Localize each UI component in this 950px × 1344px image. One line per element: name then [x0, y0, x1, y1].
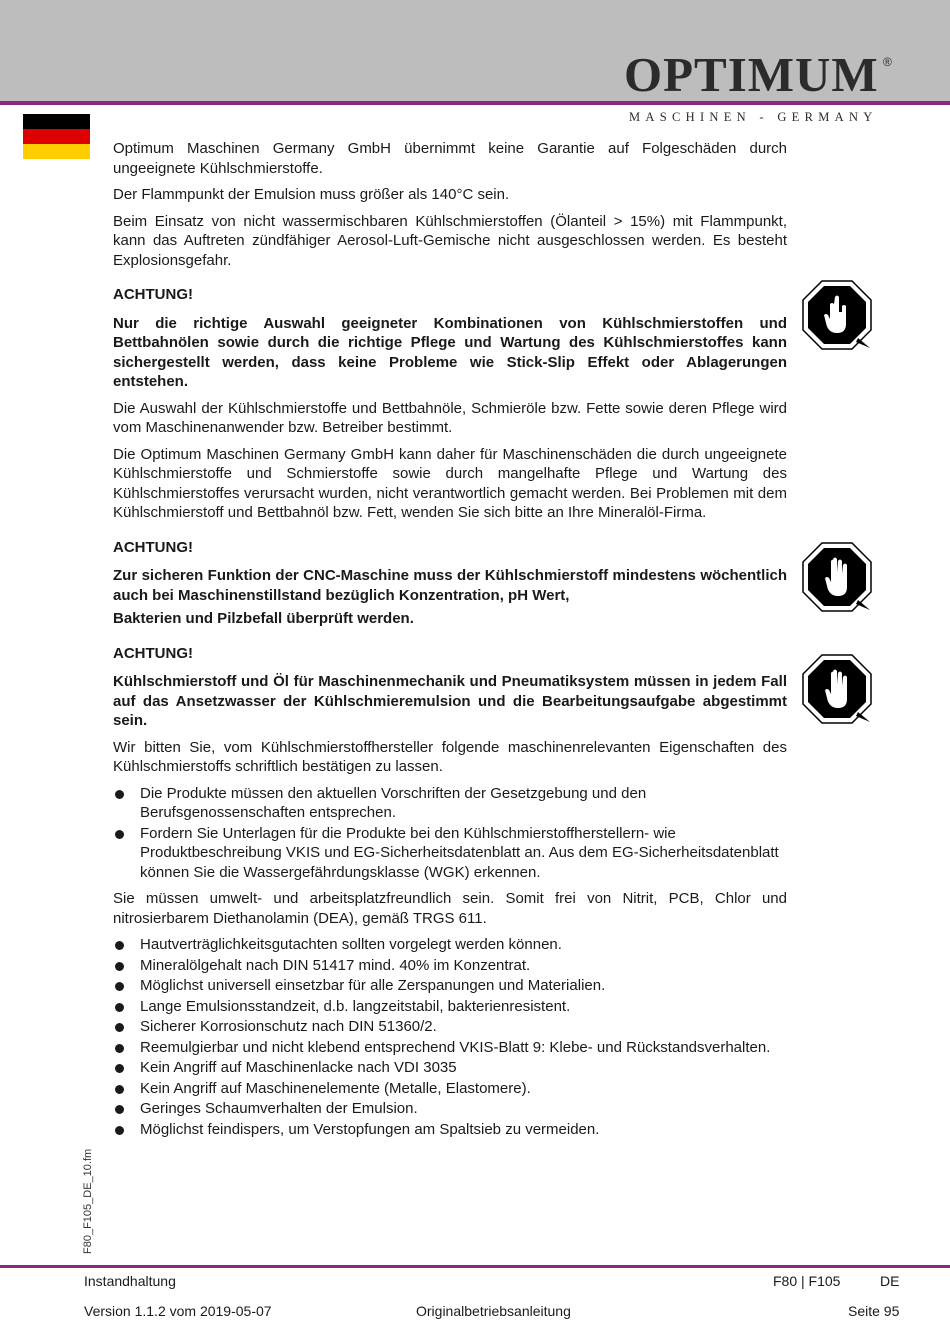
bullet-icon: [115, 1023, 124, 1032]
page-number: Seite 95: [848, 1303, 900, 1319]
bullet-icon: [115, 1105, 124, 1114]
list-item-text: Sicherer Korrosionschutz nach DIN 51360/2.: [140, 1018, 437, 1035]
footer-version: Version 1.1.2 vom 2019-05-07: [84, 1303, 272, 1319]
list-item: [113, 1058, 787, 1078]
requirements-list: [113, 784, 787, 883]
registered-mark: ®: [883, 55, 892, 69]
main-content: [113, 139, 787, 1146]
bullet-icon: [115, 1003, 124, 1012]
footer-models: F80 | F105: [773, 1273, 841, 1289]
list-item: [113, 1099, 787, 1119]
warning-text: Kühlschmierstoff und Öl für Maschinenmechanik und Pneumatiksystem müssen in jedem Fall auf das Ansetzwasser der Kühlschmieremulsion und die Bearbeitungsaufgabe abgestimmt sein.: [113, 673, 787, 729]
warning-text: Bakterien und Pilzbefall überprüft werden.: [113, 610, 414, 627]
footer-section: Instandhaltung: [84, 1273, 176, 1289]
paragraph: Der Flammpunkt der Emulsion muss größer als 140°C sein.: [113, 186, 510, 203]
bullet-icon: [115, 830, 124, 839]
paragraph: Optimum Maschinen Germany GmbH übernimmt keine Garantie auf Folgeschäden durch ungeeignete Kühlschmierstoffe.: [113, 140, 787, 177]
bullet-icon: [115, 1064, 124, 1073]
bullet-icon: [115, 941, 124, 950]
warning-heading: ACHTUNG!: [113, 538, 193, 556]
bullet-icon: [115, 982, 124, 991]
list-item-text: Die Produkte müssen den aktuellen Vorschriften der Gesetzgebung und den Berufsgenossenschaften entsprechen.: [140, 784, 647, 821]
list-item-text: Kein Angriff auf Maschinenlacke nach VDI 3035: [140, 1059, 457, 1076]
list-item: [113, 1079, 787, 1099]
flag-stripe-black: [23, 114, 90, 129]
list-item: [113, 997, 787, 1017]
bullet-icon: [115, 1126, 124, 1135]
list-item-text: Reemulgierbar und nicht klebend entsprechend VKIS-Blatt 9: Klebe- und Rückstandsverhalten.: [140, 1038, 771, 1056]
paragraph: Wir bitten Sie, vom Kühlschmierstoffhersteller folgende maschinenrelevanten Eigenschaften des Kühlschmierstoffs schriftlich bestätigen zu lassen.: [113, 738, 787, 775]
warning-hand-icon: [802, 654, 872, 724]
list-item-text: Kein Angriff auf Maschinenelemente (Metalle, Elastomere).: [140, 1079, 531, 1097]
warning-heading: ACHTUNG!: [113, 644, 193, 662]
list-item-text: Lange Emulsionsstandzeit, d.b. langzeitstabil, bakterienresistent.: [140, 997, 571, 1015]
list-item-text: Möglichst feindispers, um Verstopfungen am Spaltsieb zu vermeiden.: [140, 1120, 600, 1138]
paragraph: Die Auswahl der Kühlschmierstoffe und Bettbahnöle, Schmieröle bzw. Fette sowie deren Pflege wird vom Maschinenanwender bzw. Betreiber bestimmt.: [113, 399, 787, 436]
flag-stripe-gold: [23, 144, 90, 159]
flag-stripe-red: [23, 129, 90, 144]
bullet-icon: [115, 1044, 124, 1053]
footer-doc-type: Originalbetriebsanleitung: [416, 1303, 571, 1319]
bullet-icon: [115, 962, 124, 971]
logo-subtitle: MASCHINEN - GERMANY: [629, 110, 878, 124]
company-logo: OPTIMUM: [624, 47, 879, 102]
warning-hand-icon: [802, 280, 872, 350]
paragraph: Beim Einsatz von nicht wassermischbaren Kühlschmierstoffen (Ölanteil > 15%) mit Flammpunkt, kann das Auftreten zündfähiger Aerosol-Luft-Gemische nicht ausgeschlossen werden. Es besteht Explosionsgefahr.: [113, 212, 787, 269]
footer-language: DE: [880, 1273, 900, 1289]
warning-text: Nur die richtige Auswahl geeigneter Kombinationen von Kühlschmierstoffen und Bettbahnölen sowie durch die richtige Pflege und Wartung des Kühlschmierstoffes kann sichergestellt werden, dass keine Probleme wie Stick-Slip Effekt oder Ablagerungen entstehen.: [113, 314, 787, 390]
paragraph: Sie müssen umwelt- und arbeitsplatzfreundlich sein. Somit frei von Nitrit, PCB, Chlor und nitrosierbarem Diethanolamin (DEA), gemäß TRGS 611.: [113, 890, 787, 927]
list-item: [113, 784, 787, 823]
properties-list: [113, 935, 787, 1139]
list-item-text: Mineralölgehalt nach DIN 51417 mind. 40% im Konzentrat.: [140, 956, 531, 974]
list-item-text: Möglichst universell einsetzbar für alle Zerspanungen und Materialien.: [140, 977, 606, 994]
list-item: [113, 1017, 787, 1037]
list-item: [113, 935, 787, 955]
bullet-icon: [115, 790, 124, 799]
list-item-text: Fordern Sie Unterlagen für die Produkte bei den Kühlschmierstoffherstellern- wie Produktbeschreibung VKIS und EG-Sicherheitsdatenblatt an. Aus dem EG-Sicherheitsdatenblatt können Sie die Wassergefährdungsklasse (WGK) erkennen.: [140, 824, 779, 881]
list-item: [113, 1120, 787, 1140]
list-item: [113, 956, 787, 976]
warning-heading: ACHTUNG!: [113, 286, 193, 303]
list-item-text: Geringes Schaumverhalten der Emulsion.: [140, 1100, 418, 1117]
list-item: [113, 824, 787, 883]
bullet-icon: [115, 1085, 124, 1094]
list-item: [113, 1038, 787, 1058]
list-item-text: Hautverträglichkeitsgutachten sollten vorgelegt werden können.: [140, 936, 562, 953]
warning-text: Zur sicheren Funktion der CNC-Maschine muss der Kühlschmierstoff mindestens wöchentlich auch bei Maschinenstillstand bezüglich Konzentration, pH Wert,: [113, 567, 787, 604]
german-flag-icon: [23, 114, 90, 159]
footer-rule: [0, 1265, 950, 1268]
file-label: F80_F105_DE_10.fm: [82, 1148, 94, 1254]
warning-hand-icon: [802, 542, 872, 612]
paragraph: Die Optimum Maschinen Germany GmbH kann daher für Maschinenschäden die durch ungeeignete Kühlschmierstoffe und Schmierstoffe sowie durch mangelhafte Pflege und Wartung des Kühlschmierstoffes verursacht wurden, nicht verantwortlich gemacht werden. Bei Problemen mit dem Kühlschmierstoff und Bettbahnöl bzw. Fett, wenden Sie sich bitte an Ihre Mineralöl-Firma.: [113, 445, 787, 521]
list-item: [113, 976, 787, 996]
